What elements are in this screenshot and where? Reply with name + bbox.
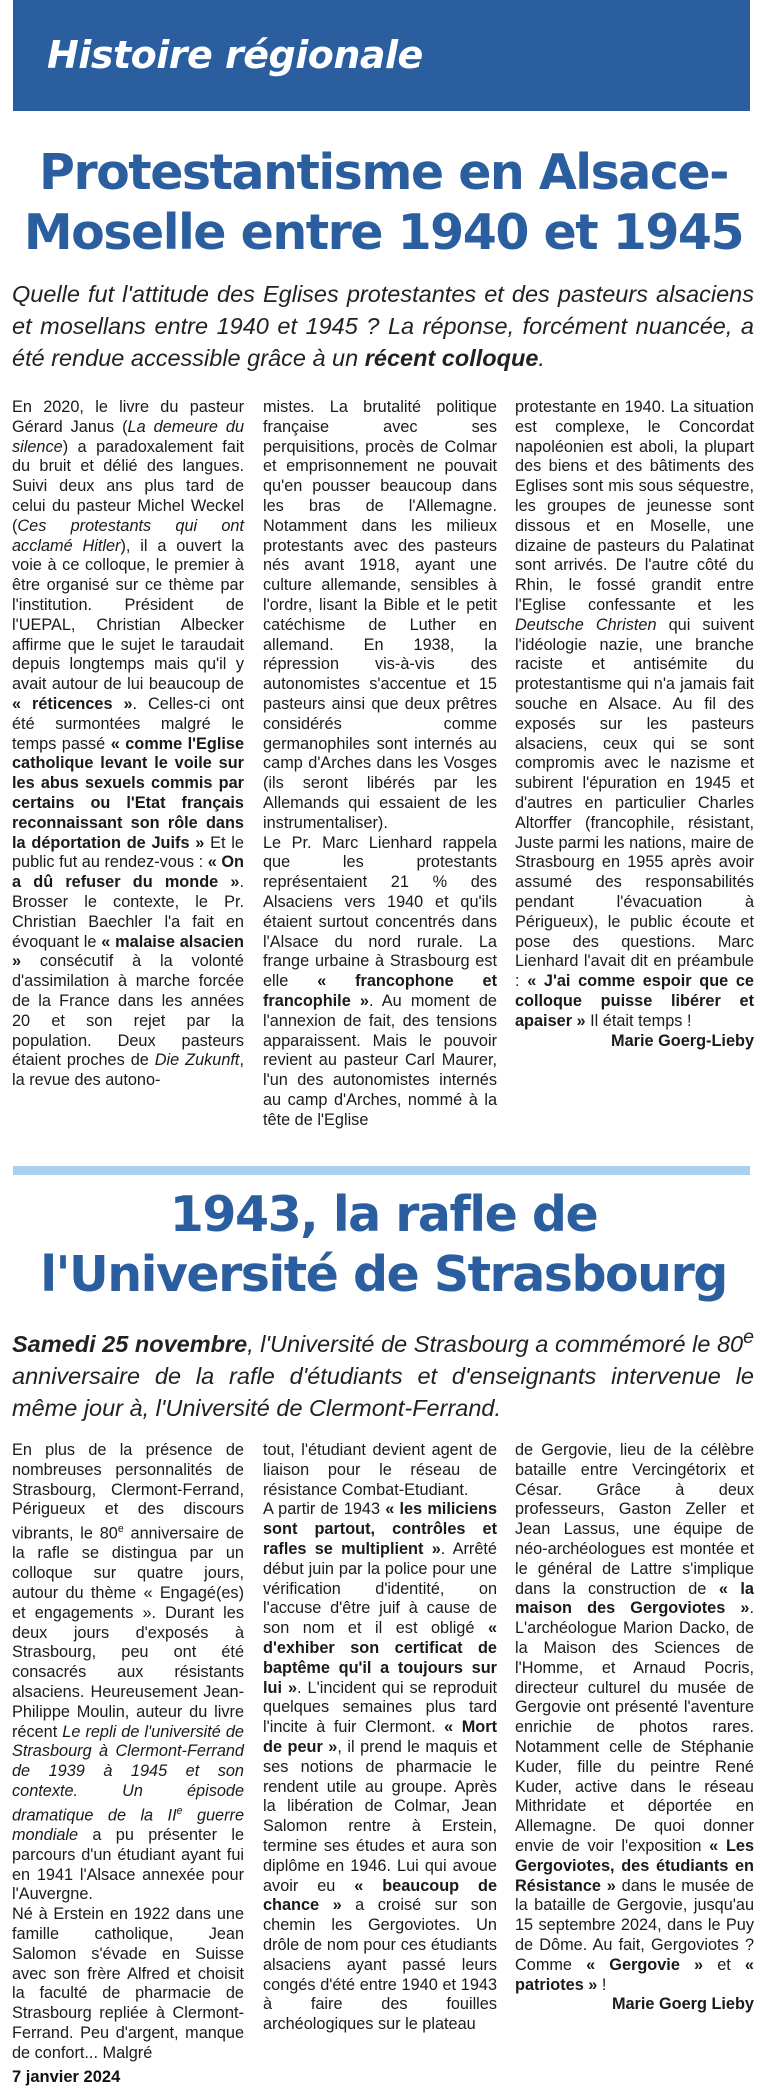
text-run: . Brosser le contexte, le Pr. Christian Baechler l'a fait en évoquant le [12, 873, 244, 951]
article1-paragraph [515, 398, 754, 1032]
article2-paragraph [515, 1441, 754, 1995]
text-run: A partir de 1943 [263, 1500, 386, 1519]
article2-paragraph [263, 1500, 497, 2035]
article1-headline-line1: Protestantisme en Alsace- [39, 144, 728, 201]
article2-column-2 [263, 1441, 497, 2035]
article1-lede [12, 278, 754, 374]
text-run: . Arrêté début juin par la police pour une vérification d'identité, on l'accuse d'être juif à cause de son nom et il est obligé [263, 1539, 497, 1638]
article1-headline [0, 143, 767, 263]
section-banner [13, 0, 750, 111]
text-run: « comme l'Eglise catholique levant le voile sur les abus sexuels commis par certains ou l'Etat français reconnaissant son rôle dans la déportation de Juifs » [12, 734, 244, 852]
text-run: . Celles-ci ont été surmontées malgré le temps passé [12, 694, 244, 753]
text-run: dans le musée de la bataille de Gergovie, jusqu'au 15 septembre 2024, dans le Puy de Dôme. Au fait, Gergoviotes ? Comme [515, 1876, 754, 1974]
text-run: Et le public fut au rendez-vous : [12, 833, 244, 872]
text-run: mistes. La brutalité politique française avec ses perquisitions, procès de Colmar et emprisonnement ne pouvait qu'en pousser beaucoup dans les bras de l'Allemagne. Notamment dans les milieux protestants avec des pasteurs nés avant 1918, ayant une culture allemande, sensibles à l'ordre, lisant la Bible et le petit catéchisme de Luther en allemand. En 1938, la répression vis-à-vis des autonomistes s'accentue et 15 pasteurs ainsi que deux prêtres considérés comme germanophiles sont internés au camp d'Arches dans les Vosges (ils seront libérés par les Allemands qui essaient de les instrumentaliser). [263, 398, 497, 832]
article2-paragraph [12, 1441, 244, 1905]
text-run: « Gergovie » [586, 1955, 704, 1974]
text-run: de Gergovie, lieu de la célèbre bataille entre Vercingétorix et César. Grâce à deux professeurs, Gaston Zeller et Jean Lassus, une équipe de néo-archéologues est montée et le général de Lattre s'implique dans la construction de [515, 1441, 754, 1598]
article2-lede [12, 1321, 754, 1424]
text-run: Die Zukunft [154, 1051, 240, 1070]
article2-headline-line2: l'Université de Strasbourg [40, 1246, 727, 1303]
article1-lede-end: . [538, 345, 545, 371]
text-run: guerre mondiale [12, 1806, 245, 1844]
article1-lede-text: Quelle fut l'attitude des Eglises protestantes et des pasteurs alsaciens et mosellans entre 1940 et 1945 ? La réponse, forcément nuancée, a été rendue accessible grâce à un [12, 281, 754, 371]
text-run: « d'exhiber son certificat de baptême qu'il a toujours sur lui » [263, 1619, 497, 1697]
article1-paragraph [12, 398, 244, 1091]
text-run: ), il a ouvert la voie à ce colloque, le premier à être organisé sur ce thème par l'institution. Président de l'UEPAL, Christian Albecker affirme que le sujet le taraudait depuis longtemps mais qu'il y avait autour de lui beaucoup de [12, 536, 244, 694]
text-run: « J'ai comme espoir que ce colloque puisse libérer et apaiser » [515, 972, 754, 1030]
text-run: a pu présenter le parcours d'un étudiant ayant fui en 1941 l'Alsace annexée pour l'Auvergne. [12, 1825, 244, 1904]
article2-paragraph [12, 1905, 244, 2063]
article1-lede-bold: récent colloque [364, 345, 539, 371]
text-run: ! [597, 1975, 607, 1994]
article1-column-1 [12, 398, 244, 1091]
text-run: . L'incident qui se reproduit quelques semaines plus tard l'incite à fuir Clermont. [263, 1678, 497, 1737]
article1-paragraph [263, 398, 497, 834]
article2-lede-superscript: e [743, 1326, 754, 1348]
article2-column-1 [12, 1441, 244, 2064]
article1-column-2 [263, 398, 497, 1130]
text-run: e [176, 1804, 183, 1817]
text-run: consécutif à la volonté d'assimilation à marche forcée de la France dans les années 20 et son rejet par la population. Deux pasteurs étaient proches de [12, 952, 244, 1070]
text-run: et [703, 1955, 745, 1974]
text-run: anniversaire de la rafle se distingua par un colloque sur quatre jours, autour du thème « Engagé(es) et engagements ». Durant les deux jours d'exposés à Strasbourg, peu ont été consacrés aux résistants alsaciens. Heureusement Jean-Philippe Moulin, auteur du livre récent [12, 1524, 244, 1741]
text-run: « la maison des Gergoviotes » [515, 1579, 754, 1618]
text-run: « malaise alsacien » [12, 932, 244, 971]
text-run: , il prend le maquis et ses notions de pharmacie le rendent utile au groupe. Après la libération de Colmar, Jean Salomon rentre à Erstein, termine ses études et aura son diplôme en 1946. Lui qui avoue avoir eu [263, 1737, 497, 1895]
article1-headline-line2: Moselle entre 1940 et 1945 [23, 204, 744, 261]
article1-byline: Marie Goerg-Lieby [611, 1031, 754, 1050]
text-run: e [117, 1523, 124, 1536]
text-run: Né à Erstein en 1922 dans une famille catholique, Jean Salomon s'évade en Suisse avec son frère Alfred et choisit la faculté de pharmacie de Strasbourg repliée à Clermont-Ferrand. Peu d'argent, manque de confort... Malgré [12, 1905, 244, 2062]
text-run: En 2020, le livre du pasteur Gérard Janus ( [12, 398, 244, 436]
text-run: « patriotes » [515, 1955, 754, 1994]
text-run: qui suivent l'idéologie nazie, une branche raciste et antisémite du protestantisme qui n'a jamais fait souche en Alsace. Au fil des exposés sur les pasteurs alsaciens, ceux qui se sont compromis avec le nazisme et subirent l'épuration en 1945 et d'autres en particulier Charles Altorffer (francophile, résistant, Juste parmi les nations, maire de Strasbourg en 1955 après avoir assumé des responsabilités pendant l'évacuation à Périgueux), le public écoute et pose des questions. Marc Lienhard l'avait dit en préambule : [515, 615, 754, 991]
article2-column-3 [515, 1441, 754, 2015]
article2-byline: Marie Goerg Lieby [611, 1995, 754, 2014]
text-run: En plus de la présence de nombreuses personnalités de Strasbourg, Clermont-Ferrand, Périgueux et des discours vibrants, le 80 [12, 1441, 244, 1543]
article-separator [13, 1166, 750, 1175]
article2-lede-text: , l'Université de Strasbourg a commémoré le 80 [247, 1330, 744, 1357]
text-run: . L'archéologue Marion Dacko, de la Maison des Sciences de l'Homme, et Arnaud Pocris, directeur culturel du musée de Gergovie ont présenté l'aventure enrichie de photos rares. Notamment celle de Stéphanie Kuder, fille du peintre René Kuder, active dans le réseau Mithridate et déportée en Allemagne. De quoi donner envie de voir l'exposition [515, 1599, 754, 1855]
text-run: « Les Gergoviotes, des étudiants en Résistance » [515, 1836, 754, 1895]
article2-headline [0, 1185, 767, 1305]
text-run: a croisé sur son chemin les Gergoviotes. Un drôle de nom pour ces étudiants alsaciens ayant passé leurs congés d'été entre 1940 et 1943 à faire des fouilles archéologiques sur le plateau [263, 1896, 497, 2034]
article2-lede-bold: Samedi 25 novembre [12, 1330, 248, 1357]
text-run: « réticences » [12, 694, 133, 713]
text-run: La demeure du silence [12, 417, 244, 456]
text-run: « francophone et francophile » [263, 972, 497, 1010]
text-run: « Mort de peur » [263, 1718, 497, 1756]
article1-paragraph [263, 834, 497, 1131]
text-run: « beaucoup de chance » [263, 1876, 498, 1915]
article2-paragraph [263, 1441, 497, 1500]
article1-column-3 [515, 398, 754, 1051]
text-run: tout, l'étudiant devient agent de liaison pour le réseau de résistance Combat-Etudiant. [263, 1441, 497, 1499]
publication-date: 7 janvier 2024 [12, 2068, 121, 2086]
article2-headline-line1: 1943, la rafle de [169, 1186, 598, 1243]
text-run: « On a dû refuser du monde » [12, 853, 244, 892]
text-run: protestante en 1940. La situation est complexe, le Concordat napoléonien est aboli, la plupart des biens et des bâtiments des Eglises sont mis sous séquestre, les groupes de jeunesse sont dissous et en Moselle, une dizaine de pasteurs du Palatinat sont arrivés. De l'autre côté du Rhin, le fossé grandit entre l'Eglise confessante et les [515, 398, 754, 614]
text-run: Il était temps ! [585, 1011, 692, 1030]
text-run: Le Pr. Marc Lienhard rappela que les protestants représentaient 21 % des Alsaciens vers 1940 et qu'ils étaient surtout concentrés dans l'Alsace du nord rurale. La frange urbaine à Strasbourg est elle [263, 833, 497, 991]
text-run: Deutsche Christen [515, 615, 657, 634]
text-run: , la revue des autono- [12, 1051, 244, 1090]
section-title: Histoire régionale [47, 33, 423, 77]
text-run: « les miliciens sont partout, contrôles et rafles se multiplient » [263, 1500, 497, 1558]
text-run: . Au moment de l'annexion de fait, des tensions apparaissent. Mais le pouvoir revient au pasteur Carl Maurer, l'un des autonomistes internés au camp d'Arches, nommé à la tête de l'Eglise [263, 991, 497, 1129]
article2-lede-text-end: anniversaire de la rafle d'étudiants et d'enseignants intervenue le même jour à, l'Université de Clermont-Ferrand. [12, 1362, 754, 1421]
text-run: ) a paradoxalement fait du bruit et délié des langues. Suivi deux ans plus tard de celui du pasteur Michel Weckel ( [12, 437, 244, 535]
text-run: Ces protestants qui ont acclamé Hitler [12, 516, 244, 555]
text-run: Le repli de l'université de Strasbourg à Clermont-Ferrand de 1939 à 1945 et son contexte. Un épisode dramatique de la II [12, 1722, 244, 1825]
